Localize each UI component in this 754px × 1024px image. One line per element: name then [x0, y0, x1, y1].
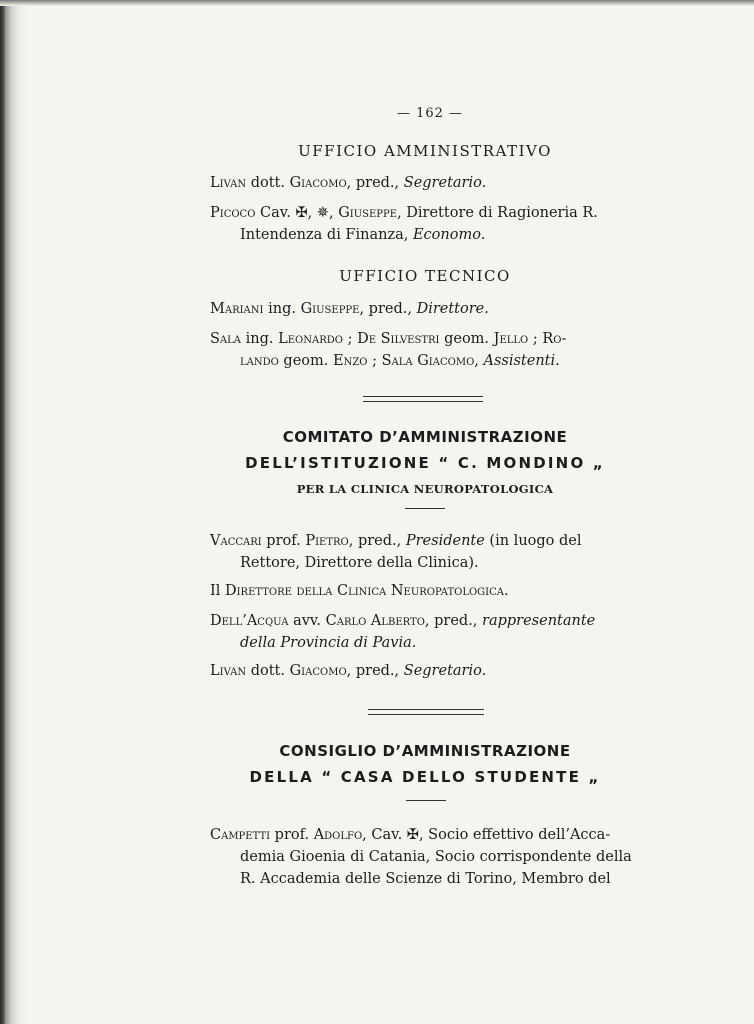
entry-direttore-clinica: Il Direttore della Clinica Neuropatologica.: [210, 583, 509, 599]
short-rule: [406, 800, 446, 801]
entry-picoco: Picoco Cav. ✠, ✵, Giuseppe, Direttore di Ragioneria R. Intendenza di Finanza, Economo.: [210, 205, 598, 243]
entry-mariani: Mariani ing. Giuseppe, pred., Direttore.: [210, 301, 489, 317]
short-rule: [405, 508, 445, 509]
section-divider-rule: [363, 396, 483, 402]
entry-assistenti: Sala ing. Leonardo ; De Silvestri geom. Jello ; Ro- lando geom. Enzo ; Sala Giacomo, Assistenti.: [210, 331, 567, 369]
book-binding-edge: [0, 0, 26, 1024]
page-number: — 162 —: [396, 106, 464, 121]
section-title-ufficio-tecnico: UFFICIO TECNICO: [339, 267, 511, 285]
entry-vaccari: Vaccari prof. Pietro, pred., Presidente (in luogo del Rettore, Direttore della Clinica).: [210, 533, 582, 571]
section-title-consiglio: CONSIGLIO D’AMMINISTRAZIONE: [279, 742, 571, 760]
section-subtitle-istituzione: DELL’ISTITUZIONE “ C. MONDINO „: [245, 454, 605, 472]
entry-livan: Livan dott. Giacomo, pred., Segretario.: [210, 175, 487, 191]
section-title-ufficio-amministrativo: UFFICIO AMMINISTRATIVO: [298, 142, 552, 160]
section-subtitle-clinica: PER LA CLINICA NEUROPATOLOGICA: [296, 482, 554, 496]
section-title-comitato: COMITATO D’AMMINISTRAZIONE: [282, 428, 568, 446]
page-top-edge: [0, 0, 754, 6]
section-divider-rule: [368, 709, 484, 715]
entry-campetti: Campetti prof. Adolfo, Cav. ✠, Socio effettivo dell’Acca- demia Gioenia di Catania, Socio corrispondente della R. Accademia delle Scienze di Torino, Membro del: [210, 827, 632, 887]
section-subtitle-casa-studente: DELLA “ CASA DELLO STUDENTE „: [249, 768, 601, 786]
entry-livan-segretario: Livan dott. Giacomo, pred., Segretario.: [210, 663, 487, 679]
entry-dellacqua: Dell’Acqua avv. Carlo Alberto, pred., rappresentante della Provincia di Pavia.: [210, 613, 596, 651]
